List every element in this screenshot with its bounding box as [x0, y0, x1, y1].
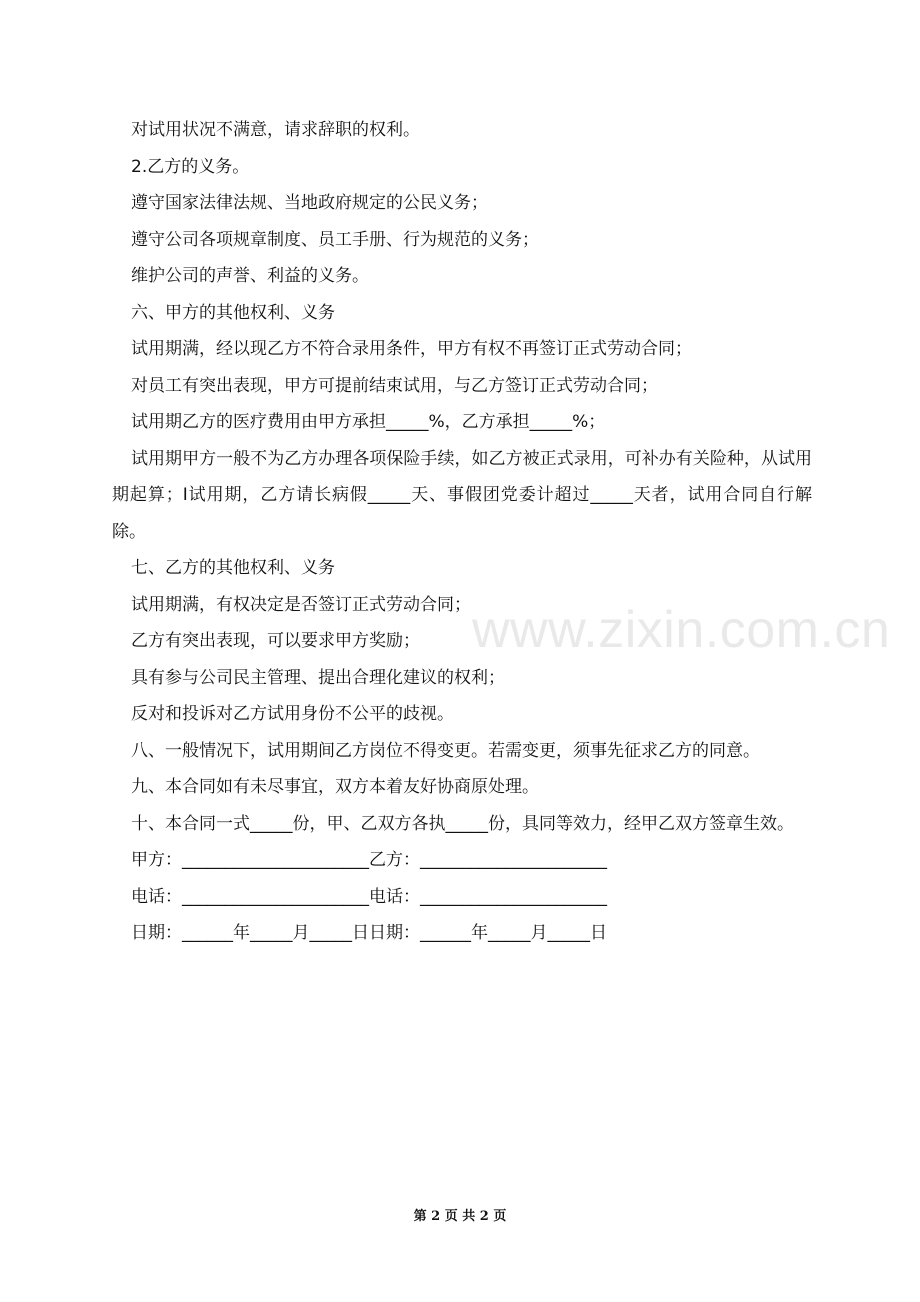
text-line: 具有参与公司民主管理、提出合理化建议的权利； [131, 667, 505, 688]
text-line: 试用期满，经以现乙方不符合录用条件，甲方有权不再签订正式劳动合同； [131, 339, 692, 359]
section-heading: 九、本合同如有未尽事宜，双方本着友好协商原处理。 [131, 777, 539, 797]
text-line: 2.乙方的义务。 [131, 156, 250, 177]
insurance-paragraph: 试用期甲方一般不为乙方办理各项保险手续，如乙方被正式录用，可补办有关险种，从试用期起算；I试用期，乙方请长病假_____天、事假团党委计超过_____天者，试用合同自行解除。 [112, 448, 812, 542]
signature-phone-row: 电话：______________________电话：______________________ [131, 886, 607, 907]
text-line: 对试用状况不满意，请求辞职的权利。 [131, 120, 420, 140]
document-body [112, 112, 812, 952]
text-line: 试用期满，有权决定是否签订正式劳动合同； [131, 594, 471, 615]
watermark: www.zixin.com.cn [472, 601, 891, 659]
section-heading: 六、甲方的其他权利、义务 [131, 302, 335, 323]
section-heading: 八、一般情况下，试用期间乙方岗位不得变更。若需变更，须事先征求乙方的同意。 [131, 740, 760, 761]
signature-date-row: 日期：______年_____月_____日日期：______年_____月_____日 [131, 923, 607, 943]
copies-paragraph: 十、本合同一式_____份，甲、乙双方各执_____份，具同等效力，经甲乙双方签章生效。 [131, 813, 794, 834]
text-line: 遵守国家法律法规、当地政府规定的公民义务； [131, 193, 488, 213]
text-line: 试用期乙方的医疗费用由甲方承担_____%，乙方承担_____%； [131, 412, 606, 432]
page-footer: 第 2 页 共 2 页 [413, 1209, 507, 1224]
text-line: 遵守公司各项规章制度、员工手册、行为规范的义务； [131, 229, 539, 250]
text-line: 对员工有突出表现，甲方可提前结束试用，与乙方签订正式劳动合同； [131, 375, 658, 396]
section-heading: 七、乙方的其他权利、义务 [131, 558, 335, 578]
signature-party-row: 甲方：______________________乙方：______________________ [131, 850, 607, 870]
text-line: 乙方有突出表现，可以要求甲方奖励； [131, 631, 420, 651]
text-line: 维护公司的声誉、利益的义务。 [131, 266, 369, 286]
text-line: 反对和投诉对乙方试用身份不公平的歧视。 [131, 704, 454, 724]
